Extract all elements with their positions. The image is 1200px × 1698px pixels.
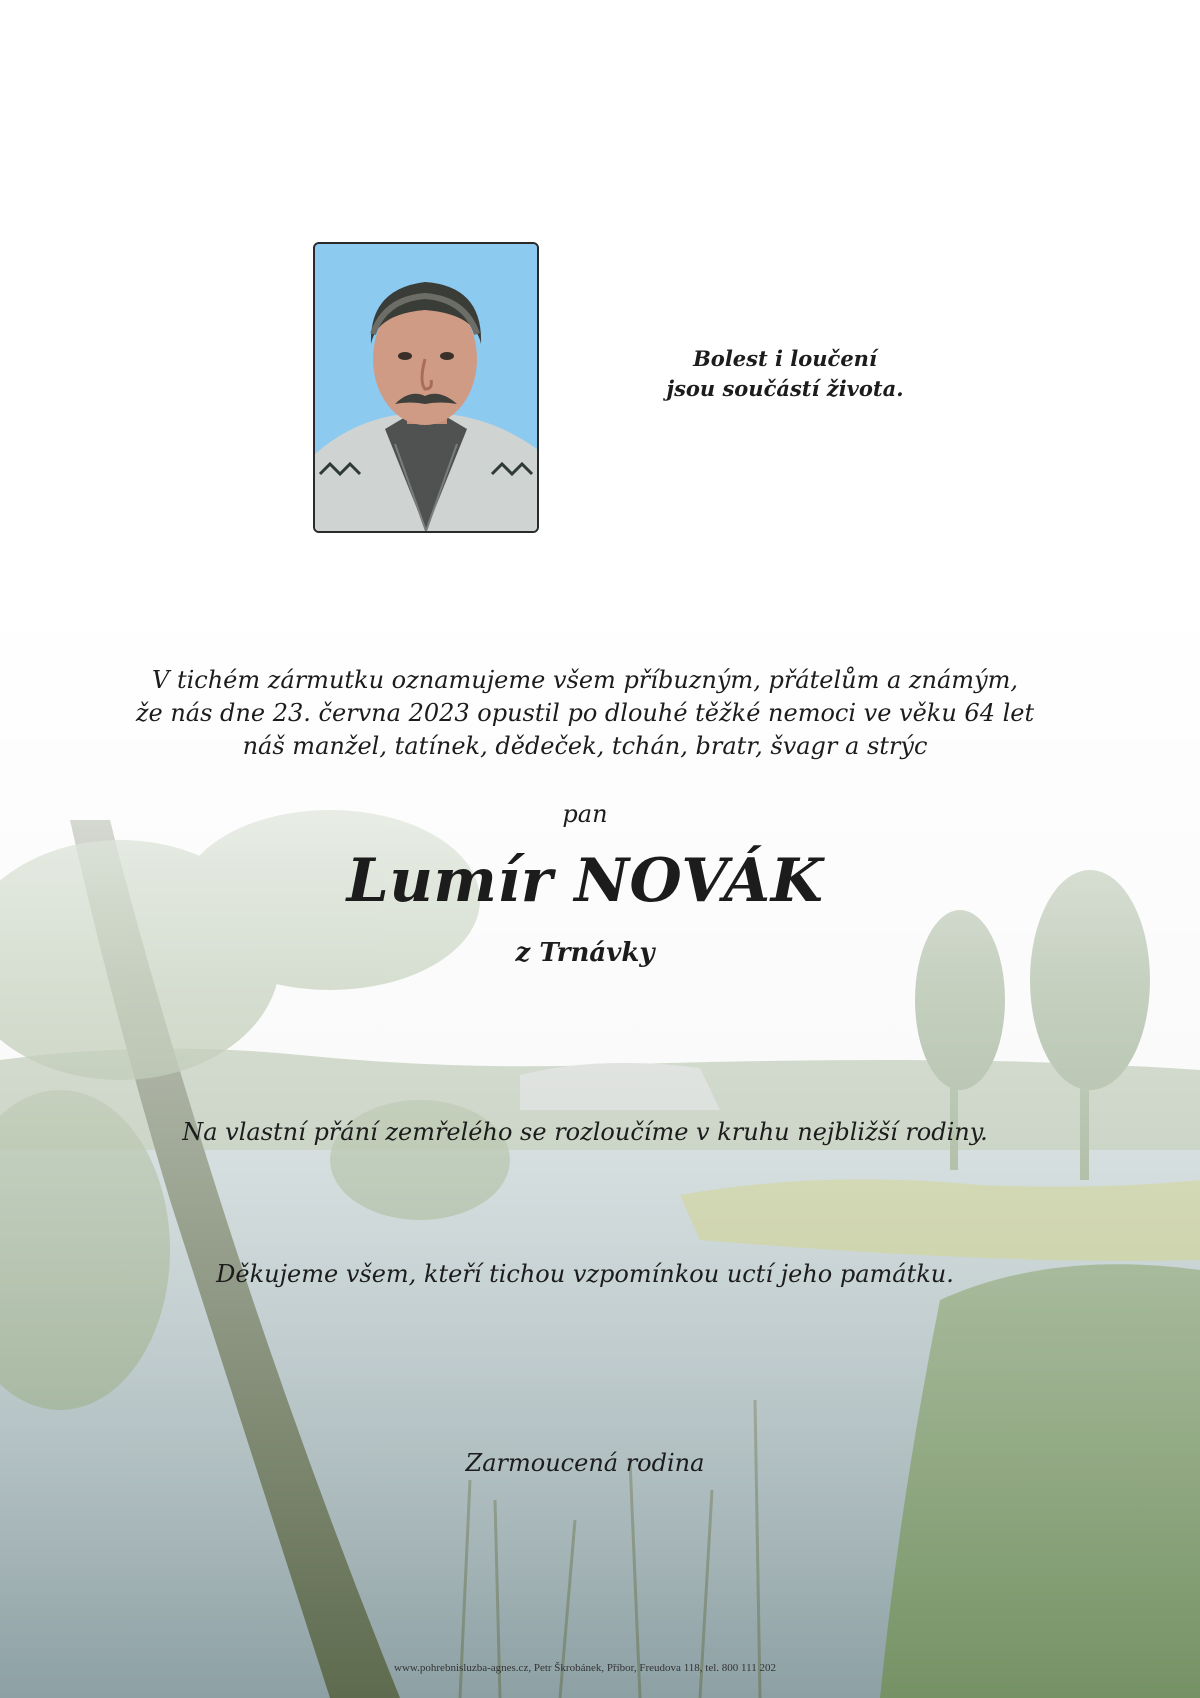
ceremony-note: Na vlastní přání zemřelého se rozloučíme v kruhu nejbližší rodiny. (182, 1118, 988, 1146)
quote-line-2: jsou součástí života. (666, 376, 904, 401)
deceased-origin: z Trnávky (515, 938, 655, 968)
family-signature: Zarmoucená rodina (465, 1449, 705, 1477)
memorial-quote (600, 344, 970, 404)
announcement-line-3: náš manžel, tatínek, dědeček, tchán, bratr, švagr a strýc (242, 732, 928, 760)
announcement-text (0, 664, 1170, 763)
announcement-line-1: V tichém zármutku oznamujeme všem příbuzným, přátelům a známým, (151, 666, 1019, 694)
honorific: pan (562, 800, 608, 828)
announcement-line-2: že nás dne 23. června 2023 opustil po dlouhé těžké nemoci ve věku 64 let (135, 699, 1035, 727)
funeral-service-footer: www.pohrebnisluzba-agnes.cz, Petr Škrobánek, Příbor, Freudova 118, tel. 800 111 202 (394, 1662, 776, 1674)
quote-line-1: Bolest i loučení (693, 346, 877, 371)
deceased-name: Lumír NOVÁK (346, 846, 824, 916)
thanks-note: Děkujeme všem, kteří tichou vzpomínkou uctí jeho památku. (216, 1260, 954, 1288)
portrait-photo (313, 242, 539, 533)
